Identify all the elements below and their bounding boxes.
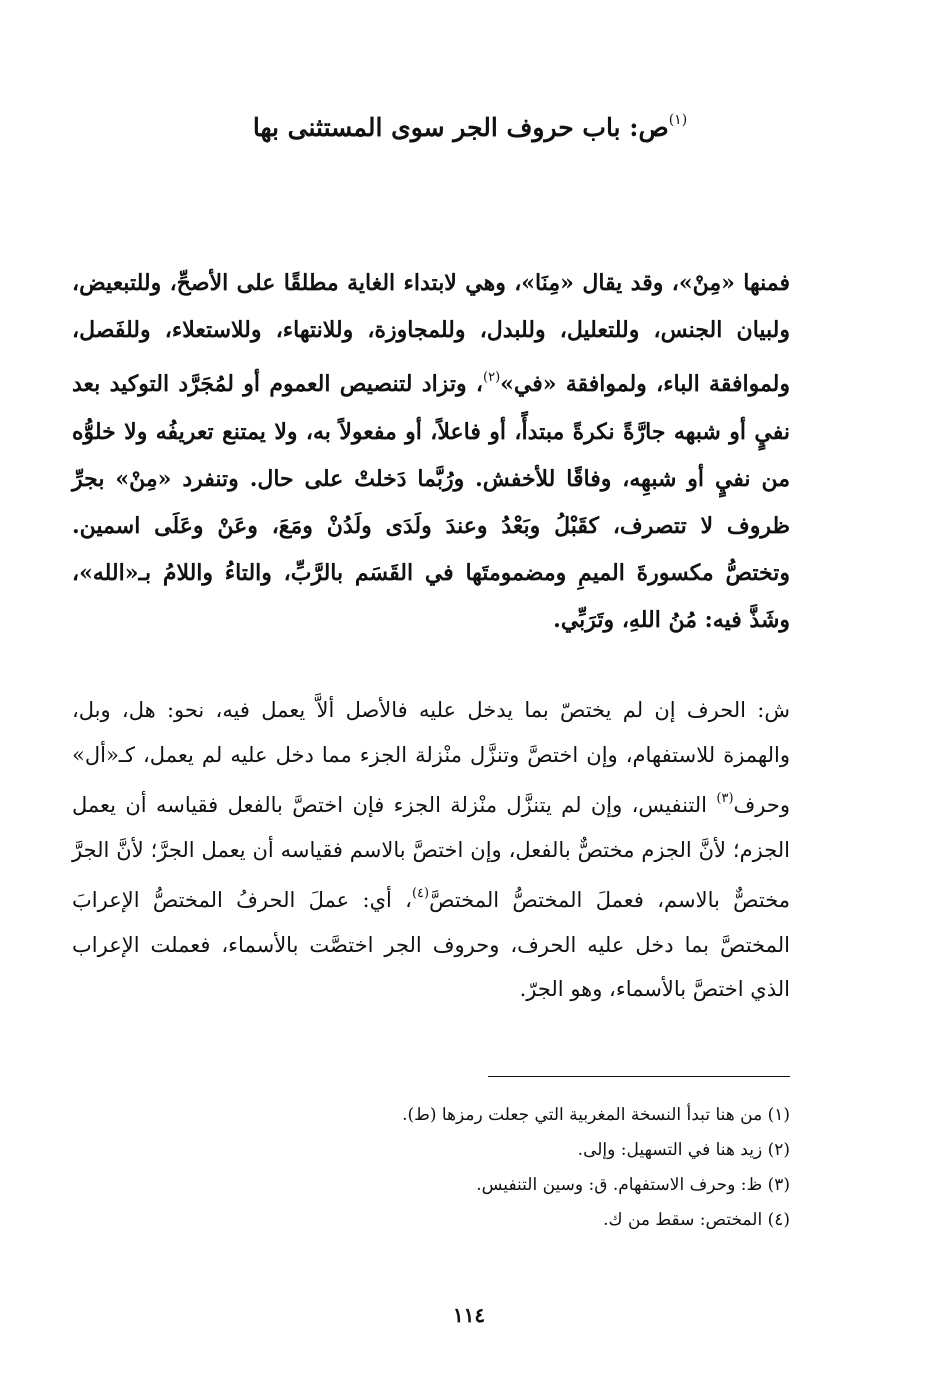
matn-text-part1: فمنها «مِنْ»، وقد يقال «مِنَا»، وهي لابتداء الغاية مطلقًا على الأصحِّ، وللتبعيض، ولبيان الجنس، وللتعليل، وللبدل، وللمجاوزة، وللانتهاء، وللاستعلاء، وللفَصل، ولموافقة الباء، ولموافقة «في» xyxy=(72,270,790,398)
sharh-text-part2: التنفيس، وإن لم يتنزَّل منْزلة الجزء فإن اختصَّ بالفعل فقياسه أن يعمل الجزم؛ لأنَّ الجزم مختصٌّ بالفعل، وإن اختصَّ بالاسم فقياسه أن يعمل الجرَّ؛ لأنَّ الجرَّ مختصٌّ بالاسم، فعملَ المختصُّ المختصَّ xyxy=(72,793,790,912)
footnote-1: (١) من هنا تبدأ النسخة المغربية التي جعلت رمزها (ط). xyxy=(402,1105,790,1125)
page-number: ١١٤ xyxy=(452,1303,486,1327)
matn-text-part2: ، وتزاد لتنصيص العموم أو لمُجَرَّد التوكيد بعد نفيٍ أو شبهه جارَّةً نكرةً مبتدأً، أو فاعلاً، أو مفعولاً به، ولا يمتنع تعريفُه ولا خلوُّه من نفيٍ أو شبهِه، وفاقًا للأخفش. ورُبَّما دَخلتْ على حال. وتنفرد «مِنْ» بجرِّ ظروف لا تتصرف، كقَبْلُ وبَعْدُ وعندَ ولَدَى ولَدُنْ ومَعَ، وعَنْ وعَلَى اسمين. وتختصُّ مكسورةَ الميمِ ومضمومتَها في القَسَم بالرَّبِّ، والتاءُ واللامُ بـ«الله»، وشَذَّ فيه: مُنُ اللهِ، وتَرَبِّي. xyxy=(72,371,790,634)
footnotes xyxy=(150,1098,790,1238)
heading-footnote-marker: (١) xyxy=(668,112,688,128)
matn-footnote-marker: (٢) xyxy=(483,370,501,386)
sharh-text-part3: ، أي: عملَ الحرفُ المختصُّ الإعرابَ المختصَّ بما دخل عليه الحرف، وحروف الجر اختصَّت بالأسماء، فعملت الإعراب الذي اختصَّ بالأسماء، وهو الجرّ. xyxy=(72,888,790,1001)
sharh-paragraph xyxy=(72,688,790,1012)
heading-title: ص: باب حروف الجر سوى المستثنى بها xyxy=(252,113,669,142)
footnote-2: (٢) زيد هنا في التسهيل: وإلى. xyxy=(577,1140,790,1160)
sharh-footnote-marker-4: (٤) xyxy=(411,886,430,901)
footnote-4: (٤) المختص: سقط من ك. xyxy=(603,1210,790,1230)
matn-paragraph xyxy=(72,260,790,645)
sharh-footnote-marker-3: (٣) xyxy=(716,791,734,806)
section-heading xyxy=(150,100,790,148)
sharh-text-part1: ش: الحرف إن لم يختصّ بما يدخل عليه فالأصل ألاَّ يعمل فيه، نحو: هل، وبل، والهمزة للاستفهام، وإن اختصَّ وتنزَّل منْزلة الجزء مما دخل عليه لم يعمل، كـ«أل» وحرف xyxy=(72,698,790,817)
footnote-separator xyxy=(488,1076,790,1077)
footnote-3: (٣) ظ: وحرف الاستفهام. ق: وسين التنفيس. xyxy=(476,1175,790,1195)
